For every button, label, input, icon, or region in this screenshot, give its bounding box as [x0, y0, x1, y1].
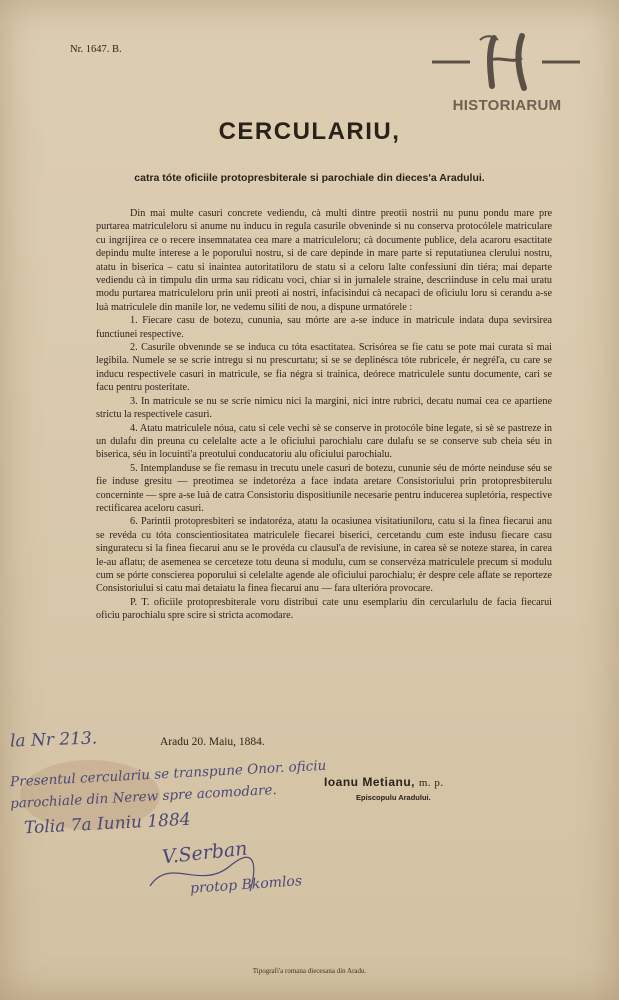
body-paragraph-1: 1. Fiecare casu de botezu, cununia, sau mórte are a-se induce in matricule indata dupa sevirsirea functiunei respective.: [96, 315, 552, 340]
document-number: Nr. 1647. B.: [70, 44, 122, 55]
document-body: [96, 207, 552, 623]
signer-title: Episcopulu Aradului.: [356, 793, 431, 802]
signer-suffix: m. p.: [418, 777, 444, 789]
body-paragraph-6: 6. Parintii protopresbiteri se indatoréza, atatu la ocasiunea visitatiuniloru, catu si la finea fiecarui anu se revéda cu tóta conscientiositatea matriculele fiecarei biserici, cercetandu cum este indusu fiecare casu singuratecu si la finea fiecarui anu se le provéda cu clausul'a de revisiune, in carea sè se noteze starea, in carea le-au aflatu; de asemenea se cerceteze totu deuna si modulu, cum se conservéza matriculele precum si modulu cum se pórte conscierea poporului si celelalte agende ale oficiului parochialu; ér despre cele aflate se reporteze Consistoriului si catu mai detaiatu la finea fiecarui anu — fara ulterióra provocare.: [96, 516, 552, 595]
handwritten-place-date: Tolia 7a Iuniu 1884: [23, 809, 192, 839]
body-paragraph-2: 2. Casurile obvenınde se se induca cu tóta esactitatea. Scrisórea se fie catu se pote mai curata si mai legibila. Numele se se scrie intregu si nu prescurtatu; si se se deplinésca tóte rubricele, ér negréľa, cu care se inducu respectivele casuri in matricule, se fia négra si trainica, deórece matriculele suntu documente, cari se facu pentru posteritate.: [96, 342, 552, 394]
body-paragraph-4: 4. Atatu matriculele nóua, catu si cele vechi sè se conserve in protocóle bine legate, si sè se pastreze in un dulafu din preuna cu celelalte acte a le oficiului parochialu care dulafu se se conserve sub cheia séu in biserica, séu in locuinti'a preotului conducatoriu alu oficiului parochialu.: [96, 422, 552, 461]
h-monogram-icon: [432, 30, 582, 100]
signature-flourish-icon: [140, 846, 260, 896]
handwritten-reference-number: la Nr 213.: [9, 728, 98, 752]
handwritten-signature-subtitle: protop Bkomlos: [189, 873, 303, 897]
watermark-text: HISTORIARUM: [452, 97, 562, 114]
body-paragraph-intro: Din mai multe casuri concrete vediendu, cà multi dintre preotii nostrii nu punu pondu mare pre purtarea matriculeloru si anume nu inducu in regula casurile obveninde si nu conserva protocólele matriculare cu ingrijirea ce o recere insemnatatea cea mare a matriculeloru; cà documente publice, dela acaroru esactitate depindu multe interese a le poporului nostru, si de care depinde in mare parte si reputatiunea clerului nostru, atatu in biserica – catu si inaintea autoritatiloru de statu si a celoru lalte confessiuni din tiéra; mai departe vediendu cà in timpulu din urma sau ridicatu voci, chiar si in jurnalele straine, descriinduse in celu mai uratu modu purtarea matriculeloru prin unii preoti ai nostri, infacisindui cà necapaci de oficiulu loru si cerandu a-se luà matriculele din manile lor, ne vedemu siliti de nou, a dispune urmatórele :: [96, 208, 552, 313]
body-paragraph-closing: P. T. oficiile protopresbiterale voru distribui cate unu esemplariu din cercularlulu de facia fiecarui oficiu parochialu spre scire si stricta acomodare.: [96, 596, 552, 622]
place-date: Aradu 20. Maiu, 1884.: [160, 736, 265, 748]
printer-imprint: Tipografi'a romana diecesana din Aradu.: [252, 967, 367, 975]
document-subtitle: catra tóte oficiile protopresbiterale si parochiale din dieces'a Aradului.: [134, 172, 485, 184]
body-paragraph-3: 3. In matricule se nu se scrie nimicu nici la margini, nici intre rubrici, decatu numai cea ce apartiene strictu la respectivele casuri.: [96, 395, 552, 421]
body-paragraph-5: 5. Intemplanduse se fie remasu in trecutu unele casuri de botezu, cununie séu de mórte neinduse séu se fie induse gresitu — preotimea se indetoréza a face indata aretare Consistoriului prin protopresbiterulu concerninte — spre a-se luà de catra Consistoriu dispositiunile necesarie pentru inducerea supletória, respective rectificarea aceloru casuri.: [96, 462, 552, 514]
document-title: CERCULARIU,: [218, 118, 401, 145]
signer-name-text: Ioanu Metianu: [324, 775, 412, 789]
signer-name: Ioanu Metianu, m. p.: [324, 775, 444, 789]
handwritten-signature: V.Serban: [161, 837, 249, 869]
handwritten-note-line-1: Presentul cerculariu se transpune Onor. oficiu: [9, 757, 327, 791]
handwritten-note-line-2: parochiale din Nerew spre acomodare.: [9, 782, 278, 812]
historiarum-watermark-logo: [432, 30, 582, 120]
